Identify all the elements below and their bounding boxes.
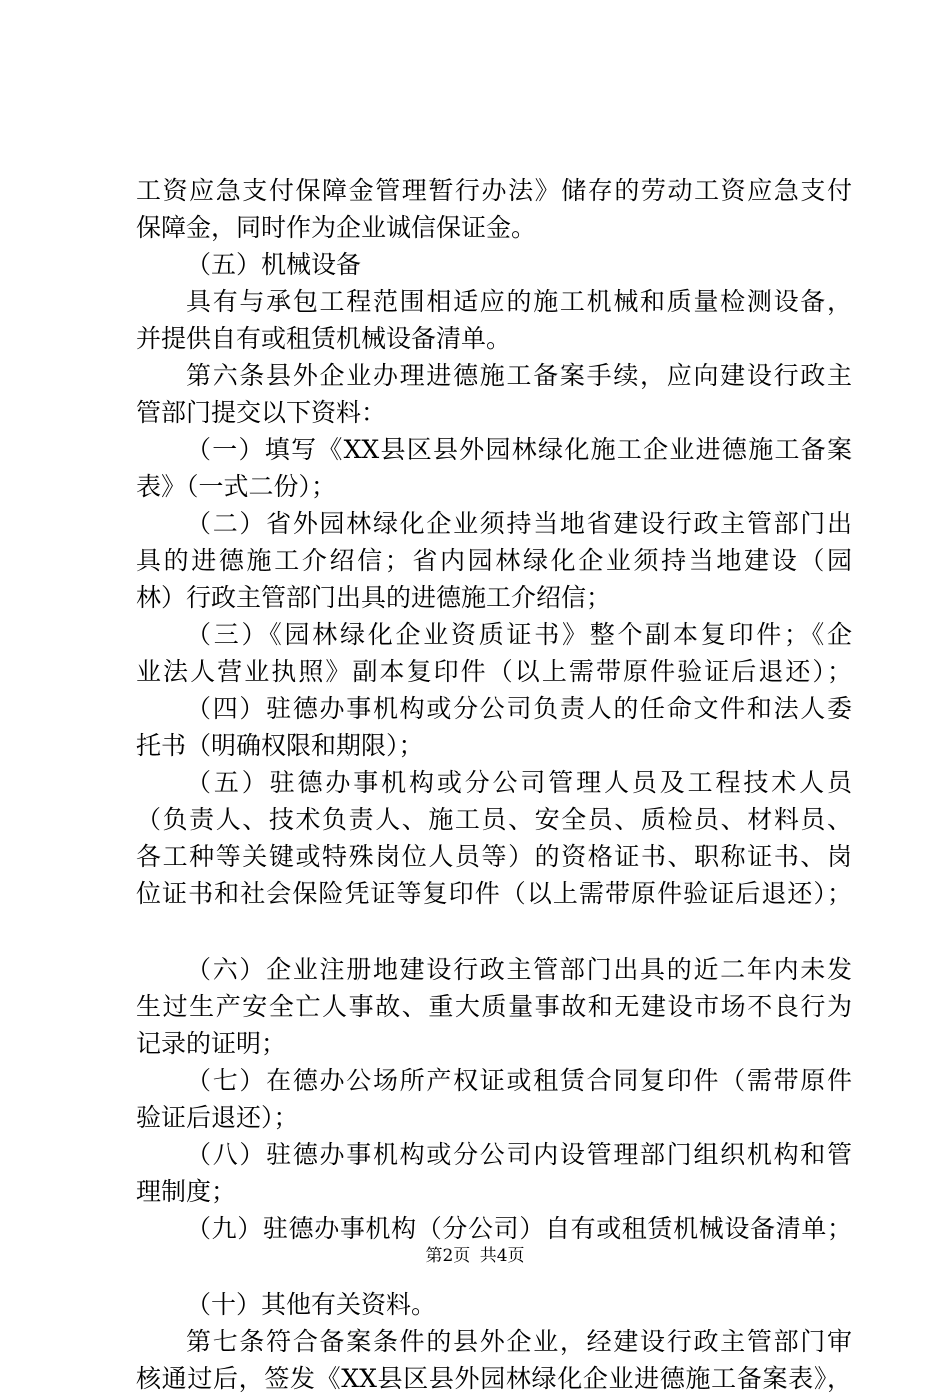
section-heading: （五）机械设备 — [186, 250, 362, 279]
paragraph-line: 生过生产安全亡人事故、重大质量事故和无建设市场不良行为 — [136, 992, 852, 1021]
paragraph-line: （六）企业注册地建设行政主管部门出具的近二年内未发 — [186, 955, 852, 984]
paragraph-line: 并提供自有或租赁机械设备清单。 — [136, 324, 512, 353]
page-footer — [0, 1244, 950, 1268]
paragraph-line: （九）驻德办事机构（分公司）自有或租赁机械设备清单； — [186, 1214, 852, 1243]
paragraph-line: 第六条县外企业办理进德施工备案手续，应向建设行政主 — [186, 361, 852, 390]
paragraph-line: 各工种等关键或特殊岗位人员等）的资格证书、职称证书、岗 — [136, 842, 852, 871]
paragraph-gap — [136, 912, 852, 951]
paragraph-line: 保障金，同时作为企业诚信保证金。 — [136, 213, 537, 242]
paragraph-line: （二）省外园林绿化企业须持当地省建设行政主管部门出 — [186, 509, 852, 538]
paragraph-line: （负责人、技术负责人、施工员、安全员、质检员、材料员、 — [136, 805, 852, 834]
paragraph-line: 第七条符合备案条件的县外企业，经建设行政主管部门审 — [186, 1327, 852, 1356]
paragraph-line: 记录的证明； — [136, 1029, 287, 1058]
paragraph-line: （十）其他有关资料。 — [186, 1290, 437, 1319]
page-number: 第2页 — [425, 1246, 471, 1266]
document-body — [136, 172, 852, 1397]
paragraph-line: 表》（一式二份）； — [136, 472, 337, 501]
paragraph-line: 验证后退还）； — [136, 1103, 299, 1132]
paragraph-line: 具的进德施工介绍信；省内园林绿化企业须持当地建设（园 — [136, 546, 852, 575]
paragraph-line: 工资应急支付保障金管理暂行办法》储存的劳动工资应急支付 — [136, 176, 852, 205]
paragraph-line: 托书（明确权限和期限）； — [136, 731, 424, 760]
paragraph-line: （七）在德办公场所产权证或租赁合同复印件（需带原件 — [186, 1066, 852, 1095]
paragraph-line: （八）驻德办事机构或分公司内设管理部门组织机构和管 — [186, 1140, 852, 1169]
paragraph-line: 林）行政主管部门出具的进德施工介绍信； — [136, 583, 612, 612]
paragraph-line: （五）驻德办事机构或分公司管理人员及工程技术人员 — [186, 768, 852, 797]
paragraph-line: （一）填写《XX县区县外园林绿化施工企业进德施工备案 — [186, 435, 852, 464]
paragraph-line: 具有与承包工程范围相适应的施工机械和质量检测设备， — [186, 287, 852, 316]
paragraph-line: （四）驻德办事机构或分公司负责人的任命文件和法人委 — [186, 694, 852, 723]
paragraph-line: 业法人营业执照》副本复印件（以上需带原件验证后退还）； — [136, 657, 852, 686]
paragraph-line: 理制度； — [136, 1177, 237, 1206]
paragraph-line: （三）《园林绿化企业资质证书》整个副本复印件；《企 — [186, 620, 852, 649]
page-total: 共4页 — [479, 1246, 525, 1266]
paragraph-line: 位证书和社会保险凭证等复印件（以上需带原件验证后退还）； — [136, 879, 852, 908]
paragraph-line: 管部门提交以下资料： — [136, 398, 387, 427]
paragraph-line: 核通过后，签发《XX县区县外园林绿化企业进德施工备案表》， — [136, 1364, 852, 1393]
